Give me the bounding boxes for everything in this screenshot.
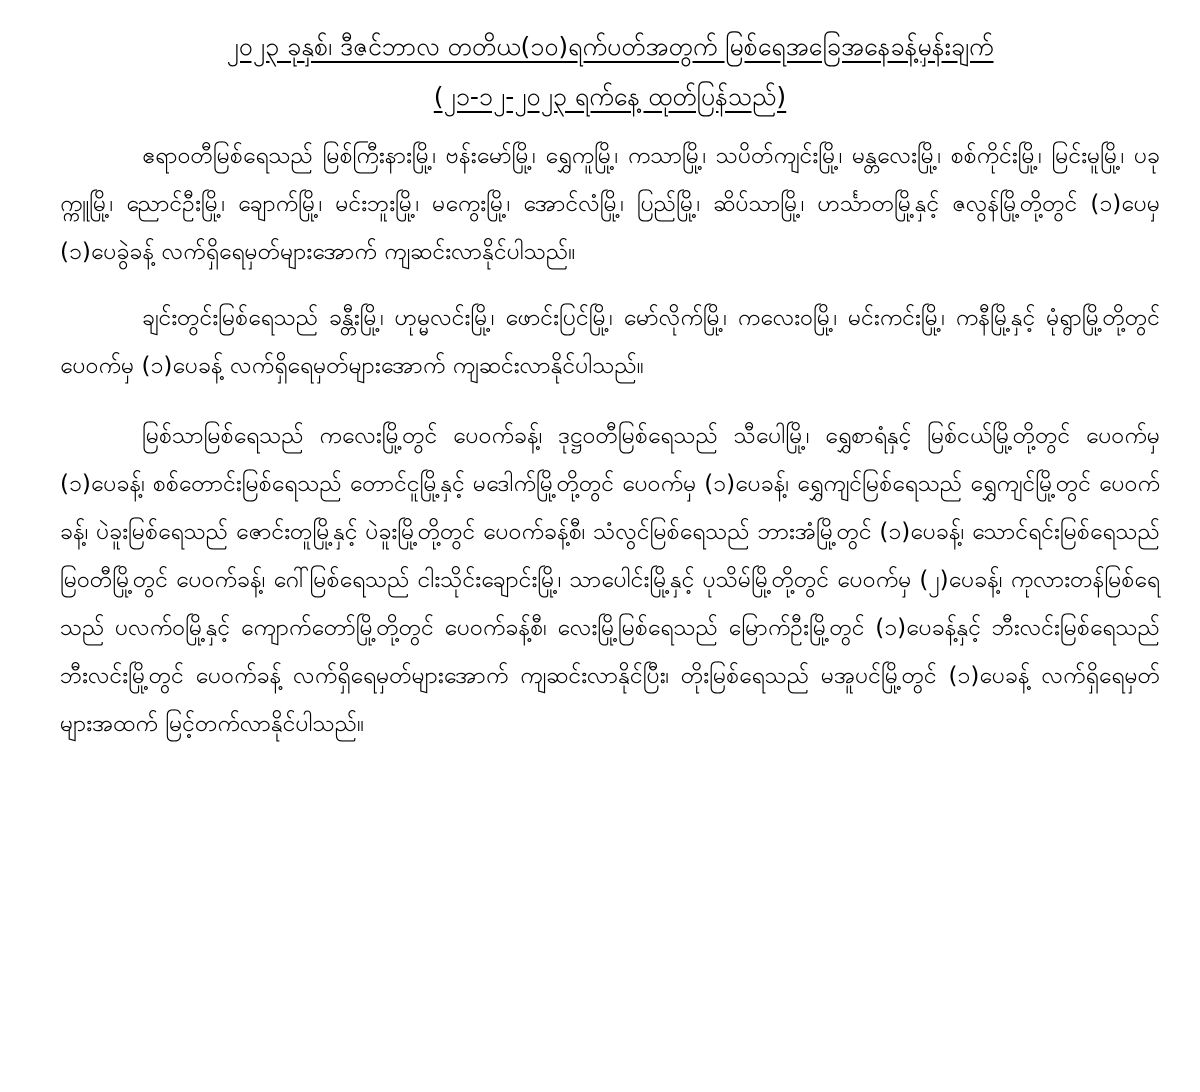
title-line-1: ၂၀၂၃ ခုနှစ်၊ ဒီဇင်ဘာလ တတိယ(၁၀)ရက်ပတ်အတွက် မြစ်ရေအခြေအနေခန့်မှန်းချက် [226,32,994,61]
title-row-1 [60,22,1160,72]
paragraph-other-rivers: မြစ်သာမြစ်ရေသည် ကလေးမြို့တွင် ပေဝက်ခန့်၊ ဒုဋ္ဌဝတီမြစ်ရေသည် သီပေါမြို့၊ ရွှေစာရံနှင့် မြစ်ငယ်မြို့တို့တွင် ပေဝက်မှ (၁)ပေခန့်၊ စစ်တောင်းမြစ်ရေသည် တောင်ငူမြို့နှင့် မဒေါက်မြို့တို့တွင် ပေဝက်မှ (၁)ပေခန့်၊ ရွှေကျင်မြစ်ရေသည် ရွှေကျင်မြို့တွင် ပေဝက်ခန့်၊ ပဲခူးမြစ်ရေသည် ဇောင်းတူမြို့နှင့် ပဲခူးမြို့တို့တွင် ပေဝက်ခန့်စီ၊ သံလွင်မြစ်ရေသည် ဘားအံမြို့တွင် (၁)ပေခန့်၊ သောင်ရင်းမြစ်ရေသည် မြဝတီမြို့တွင် ပေဝက်ခန့်၊ ဂေါ်မြစ်ရေသည် ငါးသိုင်းချောင်းမြို့၊ သာပေါင်းမြို့နှင့် ပုသိမ်မြို့တို့တွင် ပေဝက်မှ (၂)ပေခန့်၊ ကုလားတန်မြစ်ရေသည် ပလက်ဝမြို့နှင့် ကျောက်တော်မြို့တို့တွင် ပေဝက်ခန့်စီ၊ လေးမြို့မြစ်ရေသည် မြောက်ဦးမြို့တွင် (၁)ပေခန့်နှင့် ဘီးလင်းမြစ်ရေသည် ဘီးလင်းမြို့တွင် ပေဝက်ခန့် လက်ရှိရေမှတ်များအောက် ကျဆင်းလာနိုင်ပြီး၊ တိုးမြစ်ရေသည် မအူပင်မြို့တွင် (၁)ပေခန့် လက်ရှိရေမှတ်များအထက် မြင့်တက်လာနိုင်ပါသည်။ [60,423,1160,737]
title-line-2: (၂၁-၁၂-၂၀၂၃ ရက်နေ့ ထုတ်ပြန်သည်) [433,82,787,111]
paragraph-chindwin: ချင်းတွင်းမြစ်ရေသည် ခန္တီးမြို့၊ ဟုမ္မလင်းမြို့၊ ဖောင်းပြင်မြို့၊ မော်လိုက်မြို့၊ ကလေးဝမြို့၊ မင်းကင်းမြို့၊ ကနီမြို့နှင့် မုံရွာမြို့တို့တွင် ပေဝက်မှ (၁)ပေခန့် လက်ရှိရေမှတ်များအောက် ကျဆင်းလာနိုင်ပါသည်။ [60,305,1160,379]
document-title [60,22,1160,122]
paragraph-ayeyarwady: ဧရာဝတီမြစ်ရေသည် မြစ်ကြီးနားမြို့၊ ဗန်းမော်မြို့၊ ရွှေကူမြို့၊ ကသာမြို့၊ သပိတ်ကျင်းမြို့၊ မန္တလေးမြို့၊ စစ်ကိုင်းမြို့၊ မြင်းမူမြို့၊ ပခုက္ကူမြို့၊ ညောင်ဦးမြို့၊ ချောက်မြို့၊ မင်းဘူးမြို့၊ မကွေးမြို့၊ အောင်လံမြို့၊ ပြည်မြို့၊ ဆိပ်သာမြို့၊ ဟင်္သာတမြို့နှင့် ဇလွန်မြို့တို့တွင် (၁)ပေမှ (၁)ပေခွဲခန့် လက်ရှိရေမှတ်များအောက် ကျဆင်းလာနိုင်ပါသည်။ [60,143,1161,265]
title-row-2 [60,72,1160,122]
